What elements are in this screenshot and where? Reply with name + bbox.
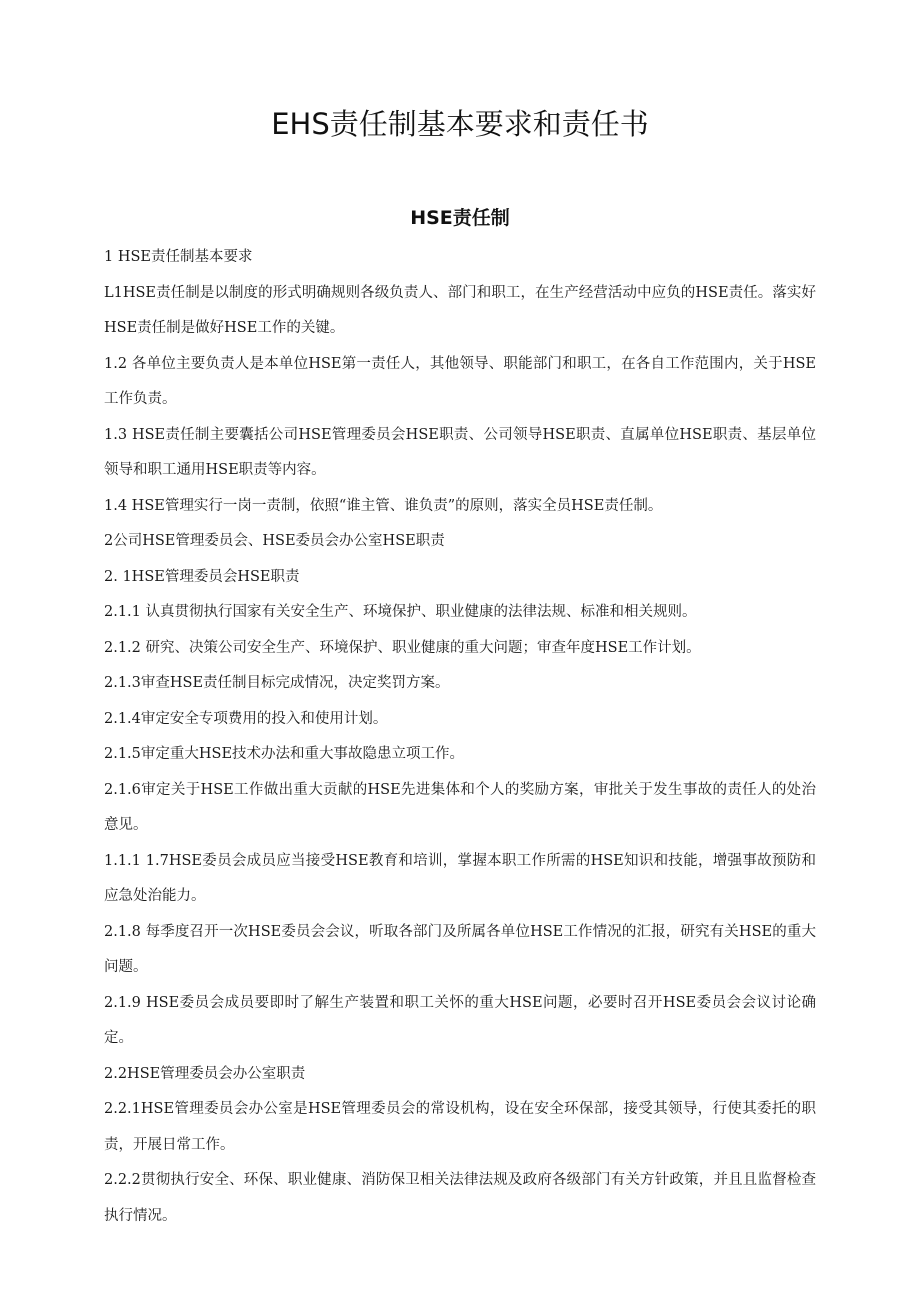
paragraph: 2.1.8 每季度召开一次HSE委员会会议，听取各部门及所属各单位HSE工作情况的汇报，研究有关HSE的重大问题。 [104,923,816,975]
paragraph: 1.2 各单位主要负责人是本单位HSE第一责任人，其他领导、职能部门和职工，在各自工作范围内，关于HSE工作负责。 [104,355,816,407]
paragraph: 1.1.1 1.7HSE委员会成员应当接受HSE教育和培训，掌握本职工作所需的HSE知识和技能，增强事故预防和应急处治能力。 [104,852,816,904]
paragraph: 2.2.2贯彻执行安全、环保、职业健康、消防保卫相关法律法规及政府各级部门有关方针政策，并且且监督检查执行情况。 [104,1172,816,1224]
paragraph: 2.1.5审定重大HSE技术办法和重大事故隐患立项工作。 [104,746,465,762]
paragraph: 1.4 HSE管理实行一岗一责制，依照“谁主管、谁负责”的原则，落实全员HSE责任制。 [104,497,663,514]
paragraph: 2.1.9 HSE委员会成员要即时了解生产装置和职工关怀的重大HSE问题，必要时召开HSE委员会会议讨论确定。 [104,994,816,1046]
paragraph: 2.1.4审定安全专项费用的投入和使用计划。 [104,710,388,727]
section-title: HSE责任制 [410,207,510,229]
paragraph: L1HSE责任制是以制度的形式明确规则各级负责人、部门和职工，在生产经营活动中应负的HSE责任。落实好HSE责任制是做好HSE工作的关键。 [104,284,816,336]
document-title: EHS责任制基本要求和责任书 [271,107,649,141]
document-body [104,240,816,1234]
paragraph: 2.2.1HSE管理委员会办公室是HSE管理委员会的常设机构，设在安全环保部，接受其领导，行使其委托的职责，开展日常工作。 [104,1101,816,1153]
paragraph: 2.1.2 研究、决策公司安全生产、环境保护、职业健康的重大问题；审查年度HSE工作计划。 [104,639,701,656]
paragraph: 2.2HSE管理委员会办公室职责 [104,1065,306,1082]
paragraph: 2. 1HSE管理委员会HSE职责 [104,568,300,585]
paragraph: 2.1.1 认真贯彻执行国家有关安全生产、环境保护、职业健康的法律法规、标准和相关规则。 [104,604,697,620]
paragraph: 2.1.6审定关于HSE工作做出重大贡献的HSE先进集体和个人的奖励方案，审批关于发生事故的责任人的处治意见。 [104,781,816,833]
paragraph: 1 HSE责任制基本要求 [104,249,253,265]
paragraph: 2.1.3审查HSE责任制目标完成情况，决定奖罚方案。 [104,675,450,691]
paragraph: 1.3 HSE责任制主要囊括公司HSE管理委员会HSE职责、公司领导HSE职责、直属单位HSE职责、基层单位领导和职工通用HSE职责等内容。 [104,426,816,478]
paragraph: 2公司HSE管理委员会、HSE委员会办公室HSE职责 [104,533,445,549]
